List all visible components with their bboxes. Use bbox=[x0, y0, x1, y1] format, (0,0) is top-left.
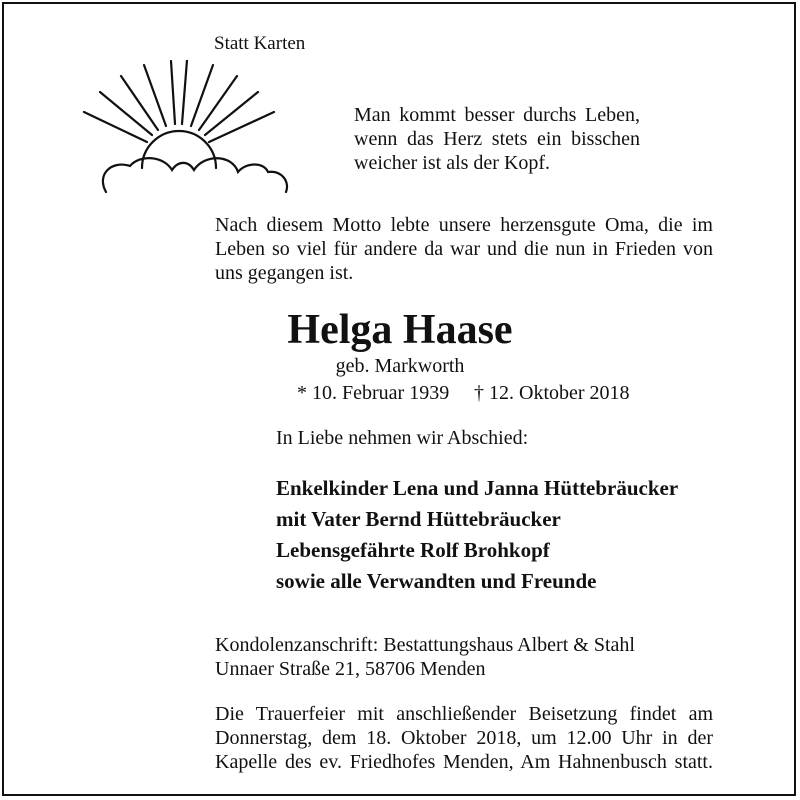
funeral-line: Die Trauerfeier mit anschließender Beisetzung findet am bbox=[215, 703, 713, 725]
funeral-line: Donnerstag, dem 18. Oktober 2018, um 12.00 Uhr in der bbox=[215, 727, 713, 749]
deceased-name: Helga Haase bbox=[287, 307, 513, 353]
condolence-address bbox=[215, 633, 635, 681]
birth-date: * 10. Februar 1939 bbox=[297, 382, 450, 404]
motto-line: wenn das Herz stets ein bisschen bbox=[354, 128, 640, 150]
intro-line: Leben so viel für andere da war und die nun in Frieden von bbox=[215, 238, 713, 260]
intro-paragraph bbox=[215, 213, 713, 285]
intro-line: uns gegangen ist. bbox=[215, 262, 354, 284]
condolence-line: Unnaer Straße 21, 58706 Menden bbox=[215, 658, 486, 680]
funeral-line: Kapelle des ev. Friedhofes Menden, Am Hahnenbusch statt. bbox=[215, 751, 713, 773]
farewell-text: In Liebe nehmen wir Abschied: bbox=[276, 427, 529, 449]
condolence-line: Kondolenzanschrift: Bestattungshaus Albert & Stahl bbox=[215, 634, 635, 656]
mourner-line: Lebensgefährte Rolf Brohkopf bbox=[276, 538, 550, 562]
mourner-line: sowie alle Verwandten und Freunde bbox=[276, 569, 597, 593]
motto-line: Man kommt besser durchs Leben, bbox=[354, 104, 640, 126]
mourner-line: Enkelkinder Lena und Janna Hüttebräucker bbox=[276, 476, 679, 500]
mourners-list bbox=[276, 473, 678, 597]
statt-karten-label: Statt Karten bbox=[214, 33, 306, 54]
intro-line: Nach diesem Motto lebte unsere herzensgute Oma, die im bbox=[215, 214, 713, 236]
sun-over-clouds-icon bbox=[78, 60, 298, 200]
mourner-line: mit Vater Bernd Hüttebräucker bbox=[276, 507, 561, 531]
birth-name: geb. Markworth bbox=[335, 355, 465, 377]
funeral-info bbox=[215, 702, 713, 774]
motto-quote bbox=[354, 103, 640, 175]
death-date: † 12. Oktober 2018 bbox=[474, 382, 630, 404]
motto-line: weicher ist als der Kopf. bbox=[354, 152, 551, 174]
